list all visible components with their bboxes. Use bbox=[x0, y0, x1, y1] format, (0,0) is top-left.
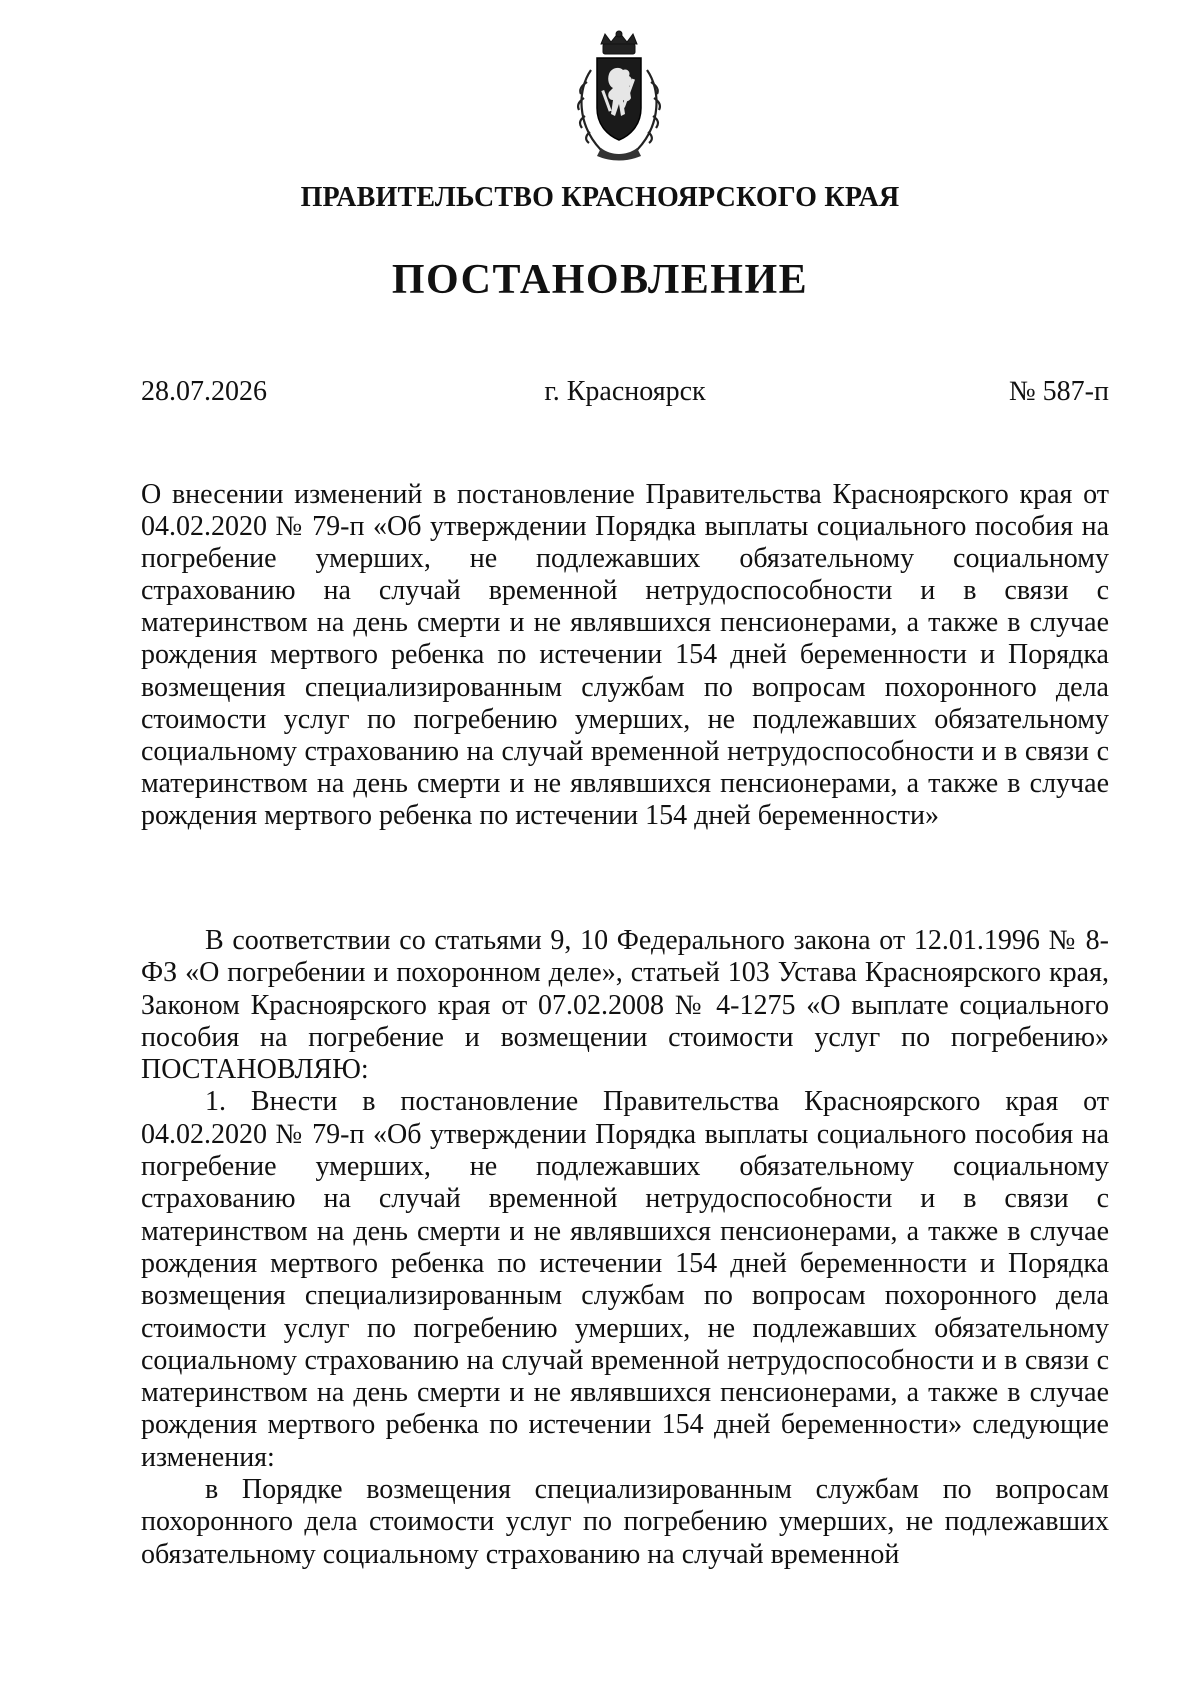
body-paragraph-item-1: 1. Внести в постановление Правительства Красноярского края от 04.02.2020 № 79-п «Об утверждении Порядка выплаты социального пособия на погребение умерших, не подлежавших обязательному социальному страхованию на случай временной нетрудоспособности и в связи с материнством на день смерти и не являвшихся пенсионерами, а также в случае рождения мертвого ребенка по истечении 154 дней беременности и Порядка возмещения специализированным службам по вопросам похоронного дела стоимости услуг по погребению умерших, не подлежавших обязательному социальному страхованию на случай временной нетрудоспособности и в связи с материнством на день смерти и не являвшихся пенсионерами, а также в случае рождения мертвого ребенка по истечении 154 дней беременности» следующие изменения: bbox=[141, 1086, 1109, 1473]
document-meta bbox=[141, 376, 1109, 410]
document-date: 28.07.2026 bbox=[141, 376, 267, 407]
document-city: г. Красноярск bbox=[544, 376, 706, 407]
document-body bbox=[141, 925, 1109, 1571]
body-paragraph-preamble: В соответствии со статьями 9, 10 Федерального закона от 12.01.1996 № 8-ФЗ «О погребении и похоронном деле», статьей 103 Устава Красноярского края, Законом Красноярского края от 07.02.2008 № 4-1275 «О выплате социального пособия на погребение и возмещении стоимости услуг по погребению» ПОСТАНОВЛЯЮ: bbox=[141, 925, 1109, 1086]
document-title: О внесении изменений в постановление Правительства Красноярского края от 04.02.2020 № 79-п «Об утверждении Порядка выплаты социального пособия на погребение умерших, не подлежавших обязательному социальному страхованию на случай временной нетрудоспособности и в связи с материнством на день смерти и не являвшихся пенсионерами, а также в случае рождения мертвого ребенка по истечении 154 дней беременности и Порядка возмещения специализированным службам по вопросам похоронного дела стоимости услуг по погребению умерших, не подлежавших обязательному социальному страхованию на случай временной нетрудоспособности и в связи с материнством на день смерти и не являвшихся пенсионерами, а также в случае рождения мертвого ребенка по истечении 154 дней беременности» bbox=[141, 479, 1109, 831]
document-number: № 587-п bbox=[1008, 376, 1109, 407]
document-type: ПОСТАНОВЛЕНИЕ bbox=[391, 257, 809, 303]
government-name: ПРАВИТЕЛЬСТВО КРАСНОЯРСКОГО КРАЯ bbox=[300, 182, 900, 213]
coat-of-arms-icon bbox=[571, 30, 667, 162]
body-paragraph-amendment: в Порядке возмещения специализированным службам по вопросам похоронного дела стоимости услуг по погребению умерших, не подлежавших обязательному социальному страхованию на случай временной bbox=[141, 1474, 1109, 1570]
